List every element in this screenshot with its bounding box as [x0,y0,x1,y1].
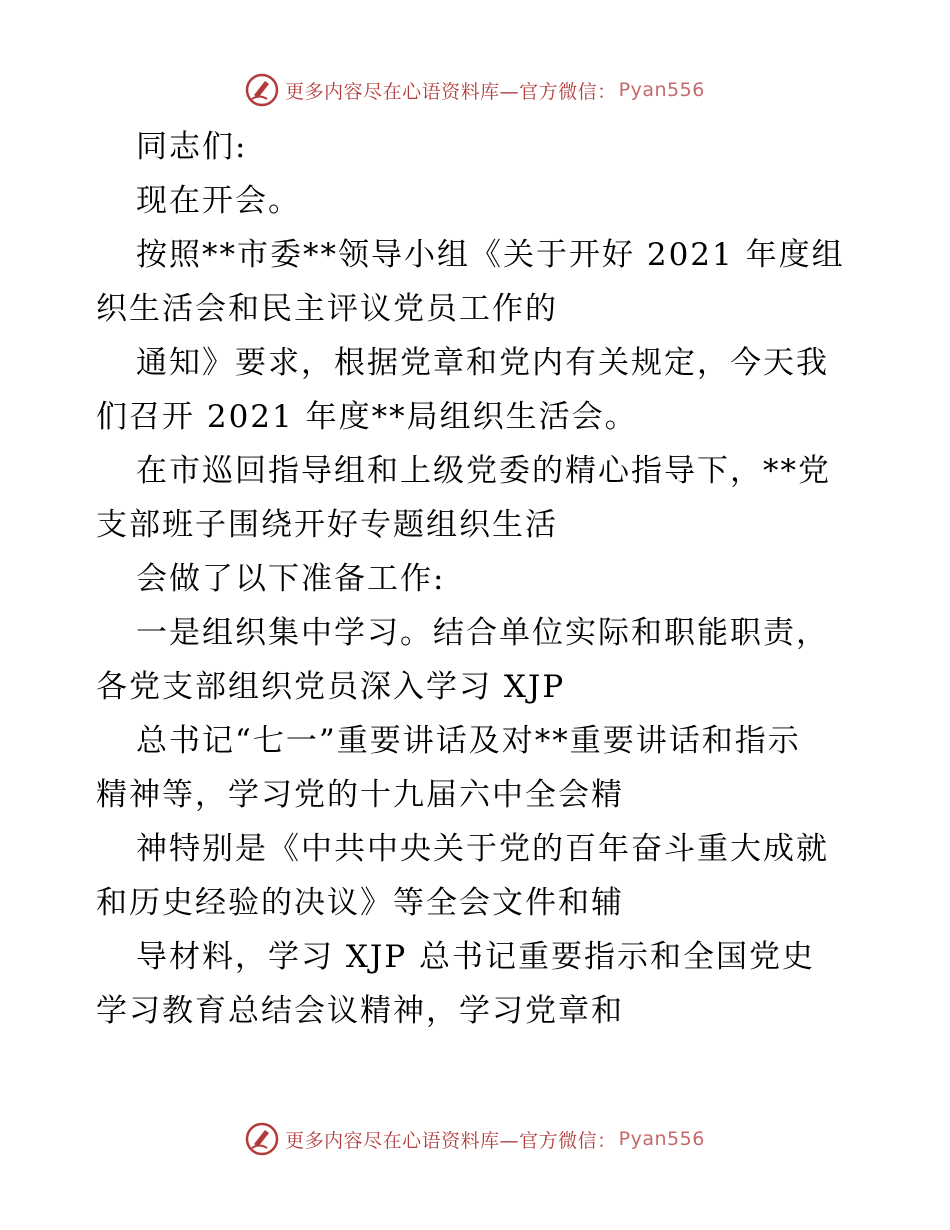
header-wechat-account: Pyan556 [618,79,705,101]
paragraph-line: 导材料，学习 XJP 总书记重要指示和全国党史 [136,939,816,975]
paragraph-line: 们召开 2021 年度**局组织生活会。 [96,399,638,435]
book-pen-logo-icon [245,73,279,107]
paragraph-line: 一是组织集中学习。结合单位实际和职能职责， [136,615,829,651]
document-body [96,120,856,1038]
paragraph-line: 支部班子围绕开好专题组织生活 [96,507,558,543]
paragraph-line: 精神等，学习党的十九届六中全会精 [96,777,624,813]
footer-banner [0,1119,950,1159]
paragraph-line: 同志们: [136,129,248,165]
paragraph-line: 神特别是《中共中央关于党的百年奋斗重大成就 [136,831,829,867]
paragraph-line: 通知》要求，根据党章和党内有关规定，今天我 [136,345,829,381]
paragraph-line: 学习教育总结会议精神，学习党章和 [96,993,624,1029]
book-pen-logo-icon [245,1122,279,1156]
paragraph-line: 各党支部组织党员深入学习 XJP [96,669,566,705]
header-banner-text: 更多内容尽在心语资料库—官方微信： [285,80,617,103]
footer-banner-text: 更多内容尽在心语资料库—官方微信： [285,1129,617,1152]
paragraph-line: 按照**市委**领导小组《关于开好 2021 年度组 [136,237,845,273]
header-banner [0,70,950,110]
footer-wechat-account: Pyan556 [618,1128,705,1150]
paragraph-line: 现在开会。 [136,183,301,219]
paragraph-line: 在市巡回指导组和上级党委的精心指导下，**党 [136,453,831,489]
paragraph-line: 和历史经验的决议》等全会文件和辅 [96,885,624,921]
paragraph-line: 织生活会和民主评议党员工作的 [96,291,558,327]
paragraph-line: 总书记“七一”重要讲话及对**重要讲话和指示 [136,723,801,759]
paragraph-line: 会做了以下准备工作: [136,561,446,597]
